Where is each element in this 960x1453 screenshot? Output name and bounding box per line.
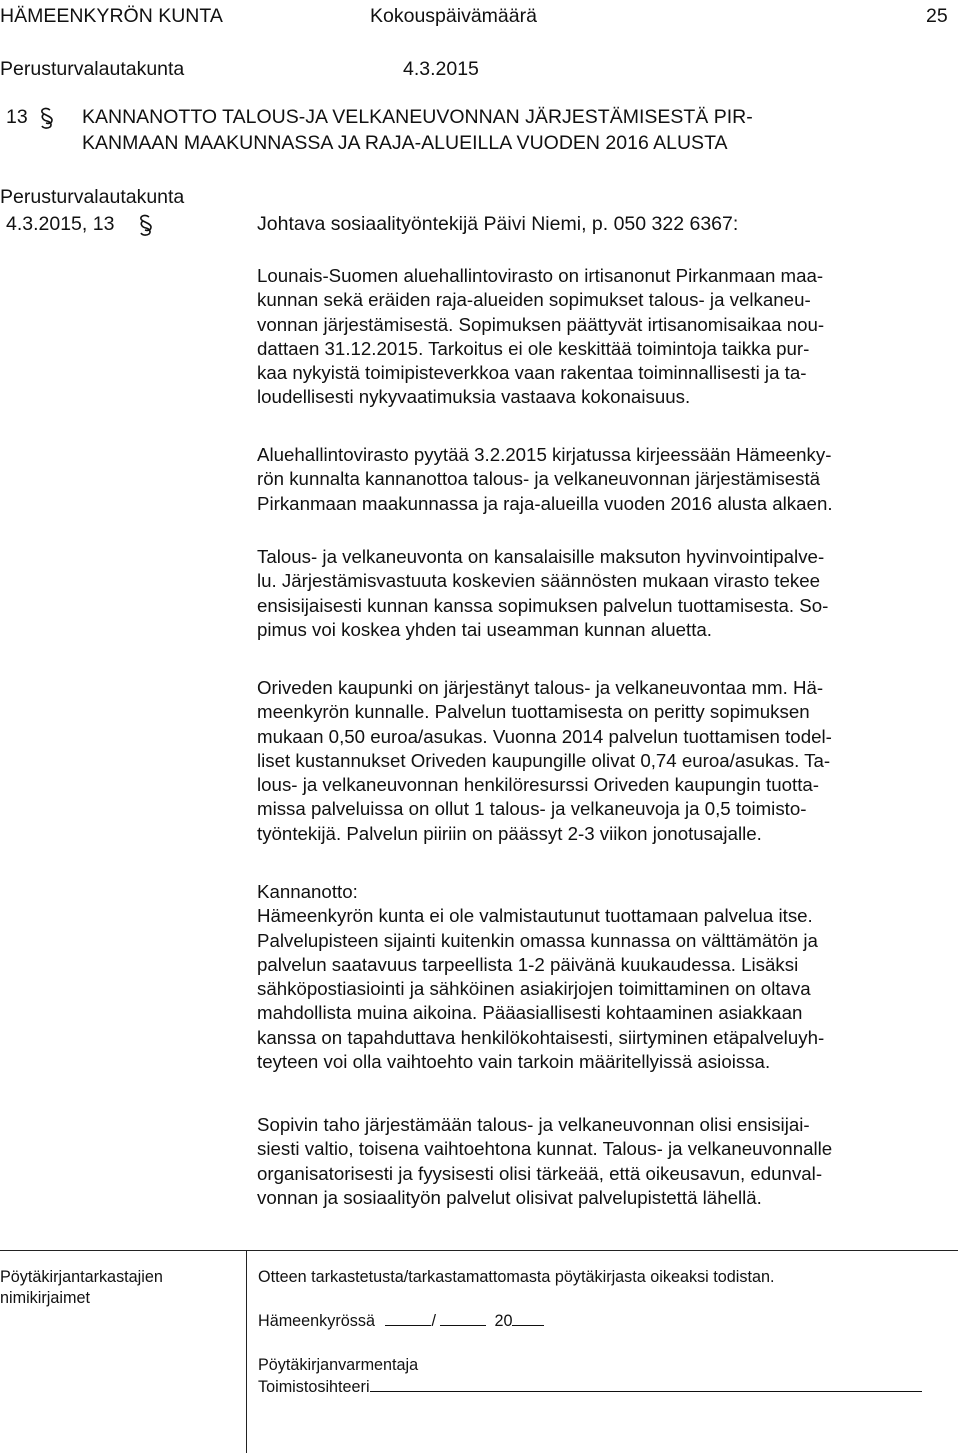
paragraph-line: mukaan 0,50 euroa/asukas. Vuonna 2014 palvelun tuottamisen todel- [257, 725, 832, 747]
paragraph-line: missa palveluissa on ollut 1 talous- ja velkaneuvoja ja 0,5 toimisto- [257, 798, 807, 820]
certification-text: Otteen tarkastetusta/tarkastamattomasta pöytäkirjasta oikeaksi todistan. [258, 1268, 775, 1286]
paragraph-line: dattaen 31.12.2015. Tarkoitus ei ole keskittää toimintoja taikka pur- [257, 337, 810, 359]
year-prefix: 20 [494, 1312, 513, 1330]
section-title-line-2: KANMAAN MAAKUNNASSA JA RAJA-ALUEILLA VUODEN 2016 ALUSTA [82, 132, 728, 154]
date-slash: / [431, 1312, 436, 1330]
statement-line: Hämeenkyrön kunta ei ole valmistautunut tuottamaan palvelua itse. [257, 905, 813, 927]
statement-line: Palvelupisteen sijainti kuitenkin omassa kunnassa on välttämätön ja [257, 929, 818, 951]
paragraph-line: vonnan ja sosiaalityön palvelut olisivat palvelupistettä lähellä. [257, 1186, 762, 1208]
signing-place-line [258, 1311, 544, 1332]
section-sign-icon [133, 212, 159, 238]
section-number: 13 [6, 106, 28, 128]
paragraph-line: rön kunnalta kannanottoa talous- ja velkaneuvonnan järjestämisestä [257, 468, 821, 490]
paragraph-line: pimus voi koskea yhden tai useamman kunnan aluetta. [257, 618, 712, 640]
secretary-line [258, 1377, 922, 1398]
municipality-name: HÄMEENKYRÖN KUNTA [0, 5, 223, 27]
paragraph-line: kunnan sekä eräiden raja-alueiden sopimukset talous- ja velkaneu- [257, 289, 811, 311]
section-sign-icon [34, 105, 60, 131]
statement-line: sähköpostiasiointi ja sähköinen asiakirjojen toimittaminen on oltava [257, 978, 811, 1000]
paragraph-line: siesti valtio, toisena vaihtoehtona kunnat. Talous- ja velkaneuvonnalle [257, 1138, 833, 1160]
paragraph-line: lous- ja velkaneuvonnan henkilöresurssi Oriveden kaupungin tuotta- [257, 774, 820, 796]
secretary-title: Toimistosihteeri [258, 1378, 370, 1396]
statement-line: mahdollista muina aikoina. Pääasiallisesti kohtaaminen asiakkaan [257, 1002, 803, 1024]
document-type: Kokouspäivämäärä [370, 5, 537, 27]
meeting-date: 4.3.2015 [403, 58, 479, 80]
statement-label: Kannanotto: [257, 881, 358, 902]
statement-line: palvelun saatavuus tarpeellista 1-2 päivänä kuukaudessa. Lisäksi [257, 953, 799, 975]
paragraph-line: liset kustannukset Oriveden kaupungille olivat 0,74 euroa/asukas. Ta- [257, 749, 831, 771]
footer-divider [0, 1250, 958, 1251]
footer-initials-label-line-2: nimikirjaimet [0, 1289, 90, 1307]
signature-blank[interactable] [370, 1377, 922, 1392]
paragraph-line: organisatorisesti ja fyysisesti olisi tärkeää, että oikeusavun, edunval- [257, 1162, 823, 1184]
paragraph-line: vonnan järjestämisestä. Sopimuksen päättyvät irtisanomisaikaa nou- [257, 313, 825, 335]
paragraph-line: kaa nykyistä toimipisteverkkoa vaan rakentaa toiminnallisesti ja ta- [257, 362, 807, 384]
paragraph-line: Oriveden kaupunki on järjestänyt talous- ja velkaneuvontaa mm. Hä- [257, 677, 824, 698]
paragraph-line: Talous- ja velkaneuvonta on kansalaisille maksuton hyvinvointipalve- [257, 546, 825, 567]
paragraph-2 [257, 443, 957, 516]
paragraph-line: lu. Järjestämisvastuuta koskevien säännösten mukaan virasto tekee [257, 570, 820, 592]
paragraph-line: meenkyrön kunnalle. Palvelun tuottamisesta on peritty sopimuksen [257, 701, 810, 723]
final-paragraph [257, 1113, 957, 1210]
paragraph-line: Sopivin taho järjestämään talous- ja velkaneuvonnan olisi ensisijai- [257, 1114, 810, 1135]
paragraph-4 [257, 676, 957, 846]
year-blank[interactable] [512, 1311, 544, 1326]
paragraph-line: loudellisesti nykyvaatimuksia vastaava kokonaisuus. [257, 386, 691, 408]
paragraph-line: työntekijä. Palvelun piiriin on päässyt 2-3 viikon jonotusajalle. [257, 822, 762, 844]
paragraph-3 [257, 545, 957, 642]
statement-line: teyteen voi olla vaihtoehto vain tarkoin määritellyissä asioissa. [257, 1051, 771, 1073]
paragraph-line: Lounais-Suomen aluehallintovirasto on irtisanonut Pirkanmaan maa- [257, 265, 824, 286]
signing-place: Hämeenkyrössä [258, 1312, 375, 1330]
page-number: 25 [926, 5, 948, 27]
reference-board: Perusturvalautakunta [0, 186, 185, 208]
certifier-title: Pöytäkirjanvarmentaja [258, 1356, 419, 1374]
paragraph-line: ensisijaisesti kunnan kanssa sopimuksen palvelun tuottamisesta. So- [257, 594, 829, 616]
paragraph-1 [257, 264, 957, 410]
month-blank[interactable] [440, 1311, 486, 1326]
footer-column-divider [246, 1250, 247, 1453]
statement-line: kanssa on tapahduttava henkilökohtaisesti, siirtyminen etäpalveluyh- [257, 1026, 825, 1048]
paragraph-line: Aluehallintovirasto pyytää 3.2.2015 kirjatussa kirjeessään Hämeenky- [257, 444, 832, 465]
presenter-line: Johtava sosiaalityöntekijä Päivi Niemi, p. 050 322 6367: [257, 213, 739, 235]
board-name: Perusturvalautakunta [0, 58, 185, 80]
reference-date-section: 4.3.2015, 13 [6, 213, 115, 235]
day-blank[interactable] [385, 1311, 431, 1326]
statement-section [257, 880, 957, 1074]
footer-initials-label-line-1: Pöytäkirjantarkastajien [0, 1268, 163, 1286]
paragraph-line: Pirkanmaan maakunnassa ja raja-alueilla vuoden 2016 alusta alkaen. [257, 492, 833, 514]
section-title-line-1: KANNANOTTO TALOUS-JA VELKANEUVONNAN JÄRJESTÄMISESTÄ PIR- [82, 106, 753, 128]
